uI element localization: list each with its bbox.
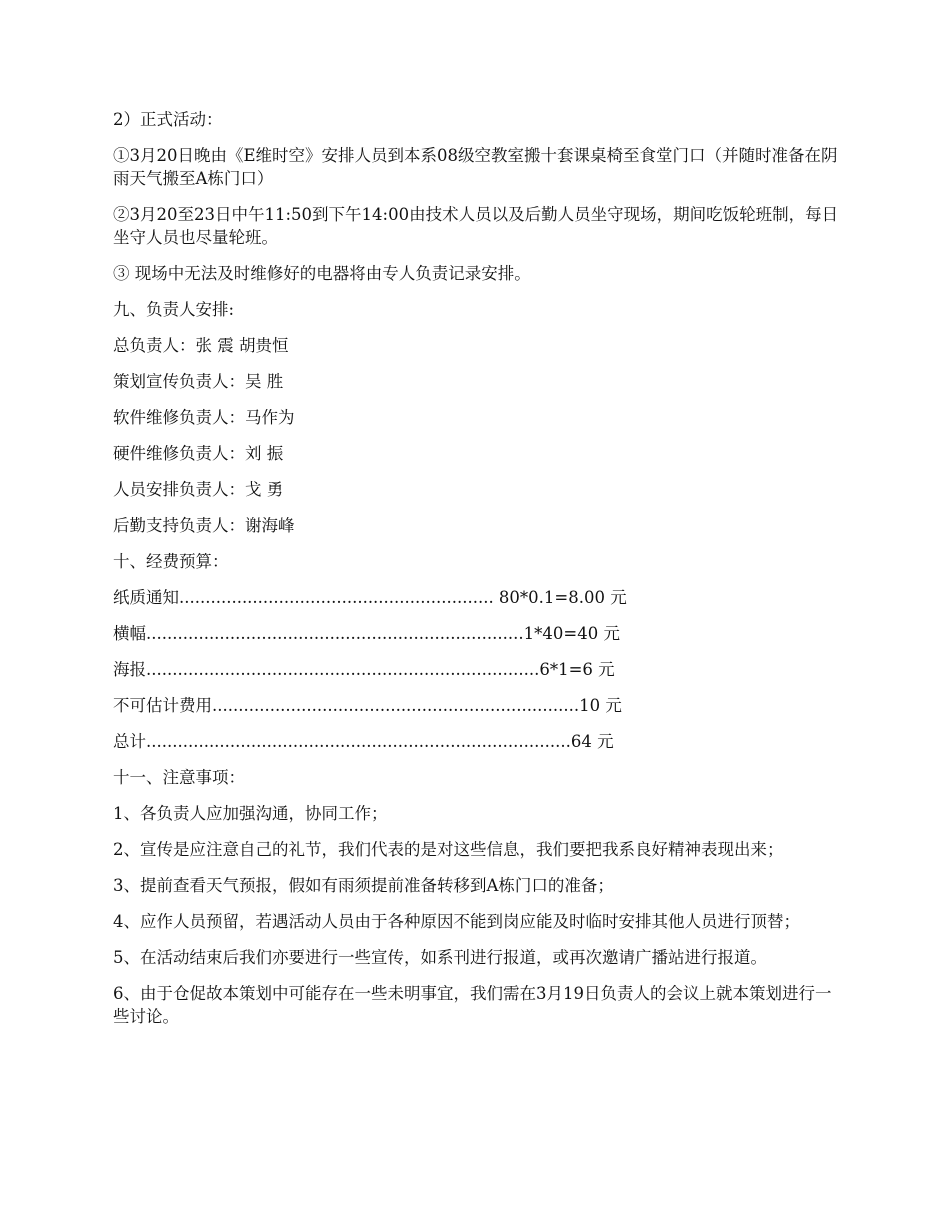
budget-row: 不可估计费用......................................................................10 元	[113, 696, 622, 715]
responsible-row: 人员安排负责人：戈 勇	[113, 480, 284, 499]
activity-item-1: ①3月20日晚由《E维时空》安排人员到本系08级空教室搬十套课桌椅至食堂门口（并随时准备在阴雨天气搬至A栋门口）	[113, 146, 838, 188]
budget-row: 纸质通知............................................................ 80*0.1=8.00 元	[113, 588, 627, 607]
responsible-row: 策划宣传负责人：吴 胜	[113, 372, 284, 391]
notes-item: 1、各负责人应加强沟通，协同工作；	[113, 804, 388, 823]
notes-item: 6、由于仓促故本策划中可能存在一些未明事宜，我们需在3月19日负责人的会议上就本策划进行一些讨论。	[113, 984, 832, 1026]
budget-heading: 十、经费预算：	[113, 552, 229, 571]
document-page	[113, 108, 843, 1041]
notes-item: 3、提前查看天气预报，假如有雨须提前准备转移到A栋门口的准备；	[113, 876, 614, 895]
budget-row: 海报...........................................................................6*1=6 元	[113, 660, 615, 679]
responsible-heading: 九、负责人安排:	[113, 300, 235, 319]
notes-heading: 十一、注意事项：	[113, 768, 245, 787]
responsible-row: 硬件维修负责人：刘 振	[113, 444, 284, 463]
budget-row: 总计.................................................................................64 元	[113, 732, 614, 751]
activity-heading: 2）正式活动：	[113, 110, 223, 129]
responsible-row: 总负责人：张 震 胡贵恒	[113, 336, 289, 355]
responsible-row: 后勤支持负责人：谢海峰	[113, 516, 295, 535]
budget-row: 横幅........................................................................1*40=40 元	[113, 624, 620, 643]
activity-item-2: ②3月20至23日中午11:50到下午14:00由技术人员以及后勤人员坐守现场，期间吃饭轮班制，每日坐守人员也尽量轮班。	[113, 205, 839, 247]
activity-item-3: ③ 现场中无法及时维修好的电器将由专人负责记录安排。	[113, 264, 531, 283]
notes-item: 4、应作人员预留，若遇活动人员由于各种原因不能到岗应能及时临时安排其他人员进行顶替；	[113, 912, 800, 931]
responsible-row: 软件维修负责人：马作为	[113, 408, 295, 427]
notes-item: 5、在活动结束后我们亦要进行一些宣传，如系刊进行报道，或再次邀请广播站进行报道。	[113, 948, 767, 967]
notes-item: 2、宣传是应注意自己的礼节，我们代表的是对这些信息，我们要把我系良好精神表现出来；	[113, 840, 784, 859]
